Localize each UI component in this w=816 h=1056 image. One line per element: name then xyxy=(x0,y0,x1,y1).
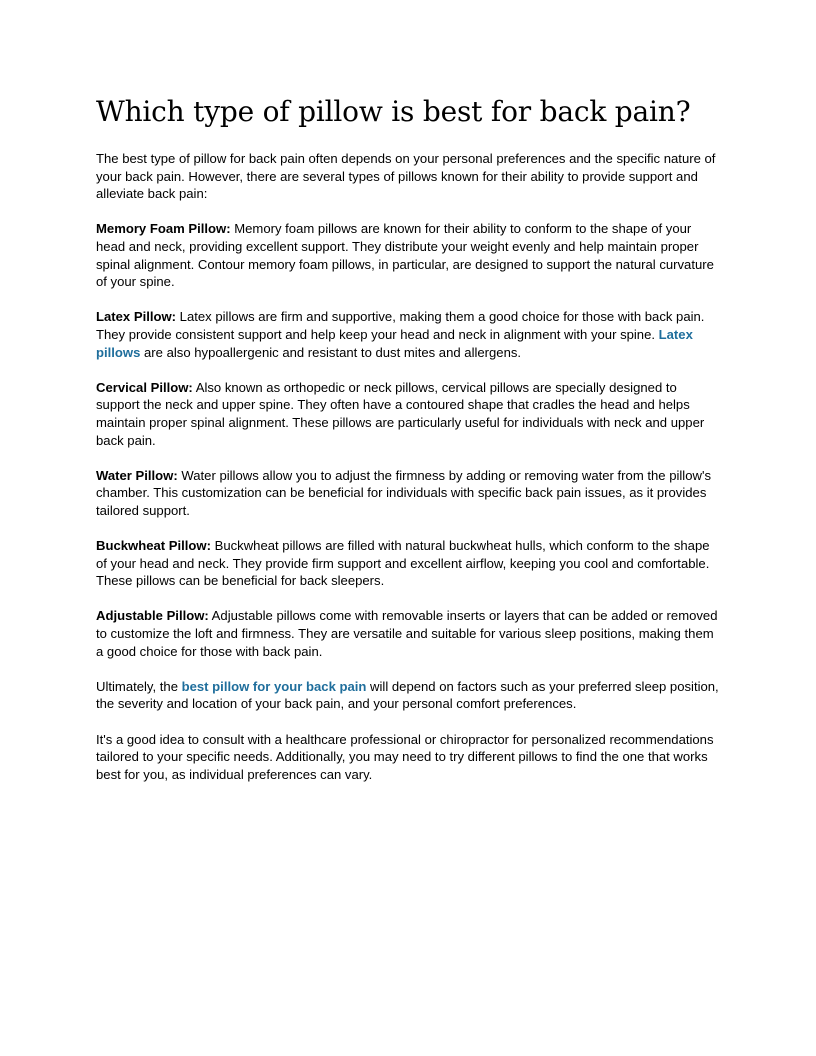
closing-paragraph: It's a good idea to consult with a healthcare professional or chiropractor for personalized recommendations tailored to your specific needs. Additionally, you may need to try different pillows to find the one that works best for you, as individual preferences can vary. xyxy=(96,731,714,782)
section-text: Latex pillows are firm and supportive, making them a good choice for those with back pain. They provide consistent support and help keep your head and neck in alignment with your spine. xyxy=(96,309,705,342)
section-term: Adjustable Pillow: xyxy=(96,608,209,624)
section-text: Water pillows allow you to adjust the firmness by adding or removing water from the pillow's chamber. This customization can be beneficial for individuals with specific back pain issues, as it provides tailored support. xyxy=(96,467,711,518)
section-cervical xyxy=(96,379,720,449)
conclusion-paragraph xyxy=(96,678,720,713)
section-text-after: are also hypoallergenic and resistant to dust mites and allergens. xyxy=(140,344,522,360)
section-adjustable xyxy=(96,607,720,660)
intro-paragraph: The best type of pillow for back pain often depends on your personal preferences and the specific nature of your back pain. However, there are several types of pillows known for their ability to provide support and alleviate back pain: xyxy=(96,151,716,202)
section-latex xyxy=(96,308,720,361)
conclusion-after: will depend on factors such as your preferred sleep position, the severity and location of your back pain, and your personal comfort preferences. xyxy=(96,678,719,712)
conclusion-before: Ultimately, the xyxy=(96,678,182,694)
section-water xyxy=(96,467,720,520)
section-term: Memory Foam Pillow: xyxy=(96,221,231,237)
section-text: Also known as orthopedic or neck pillows, cervical pillows are specially designed to support the neck and upper spine. They often have a contoured shape that cradles the head and helps maintain proper spinal alignment. These pillows are particularly useful for individuals with neck and upper back pain. xyxy=(96,379,705,448)
best-pillow-link[interactable]: best pillow for your back pain xyxy=(181,678,367,694)
section-memory-foam xyxy=(96,220,720,290)
section-term: Cervical Pillow: xyxy=(96,379,193,395)
section-term: Water Pillow: xyxy=(96,467,178,483)
section-buckwheat xyxy=(96,537,720,590)
section-text: Adjustable pillows come with removable inserts or layers that can be added or removed to customize the loft and firmness. They are versatile and suitable for various sleep positions, making them a good choice for those with back pain. xyxy=(96,608,718,659)
section-text: Memory foam pillows are known for their ability to conform to the shape of your head and neck, providing excellent support. They distribute your weight evenly and help maintain proper spinal alignment. Contour memory foam pillows, in particular, are designed to support the natural curvature of your spine. xyxy=(96,221,714,290)
page-title: Which type of pillow is best for back pain? xyxy=(96,95,691,128)
section-term: Buckwheat Pillow: xyxy=(96,538,211,554)
document-page xyxy=(96,92,720,801)
section-term: Latex Pillow: xyxy=(96,309,177,325)
latex-pillows-link[interactable]: Latex pillows xyxy=(96,326,693,360)
section-text: Buckwheat pillows are filled with natural buckwheat hulls, which conform to the shape of your head and neck. They provide firm support and excellent airflow, keeping you cool and comfortable. These pillows can be beneficial for back sleepers. xyxy=(96,538,710,589)
